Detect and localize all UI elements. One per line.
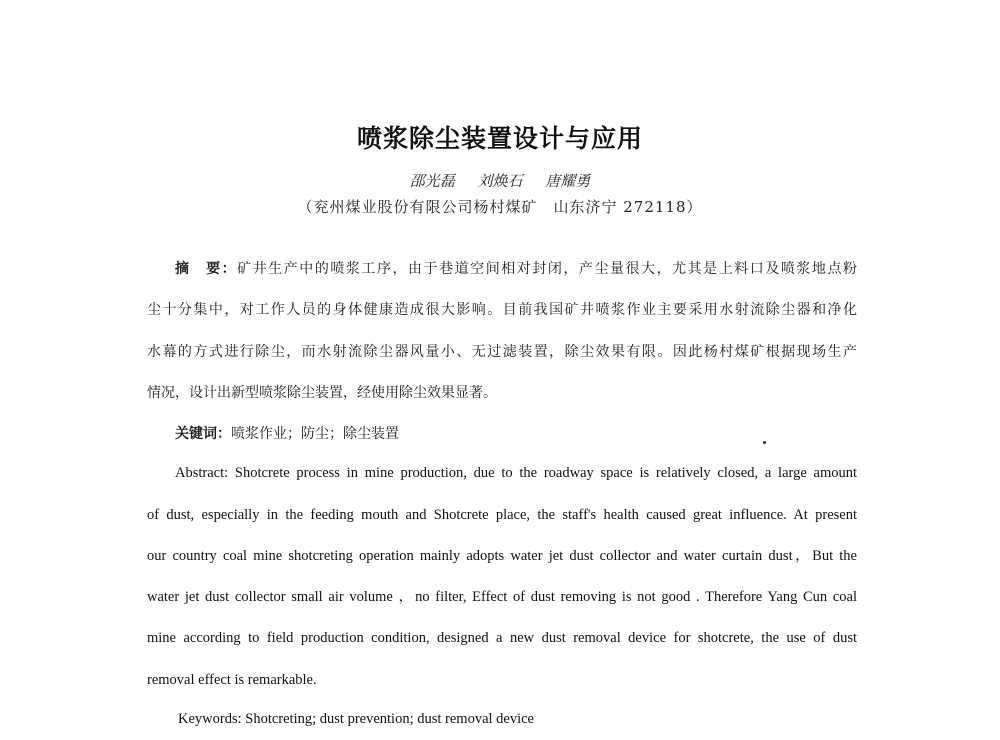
abstract-cn-text-1: 矿井生产中的喷浆工序，由于巷道空间相对封闭，产尘量很大，尤其是上料口及喷浆地点粉 [237, 261, 857, 277]
keywords-cn [175, 424, 885, 444]
abstract-cn-label: 摘 要： [175, 261, 238, 277]
keywords-en [178, 709, 888, 729]
abstract-cn-line-3: 水幕的方式进行除尘，而水射流除尘器风量小、无过滤装置，除尘效果有限。因此杨村煤矿根据现场生产 [147, 344, 857, 360]
paper-authors: 邵光磊 刘焕石 唐耀勇 [409, 172, 591, 190]
paper-title: 喷浆除尘装置设计与应用 [356, 124, 643, 153]
abstract-en-line-4: water jet dust collector small air volume ，no filter, Effect of dust removing is not good . Therefore Yang Cun coal [147, 589, 857, 605]
abstract-en-line-3: our country coal mine shotcreting operation mainly adopts water jet dust collector and water curtain dust，But the [147, 548, 857, 564]
abstract-en-text-1: Shotcrete process in mine production, due to the roadway space is relatively closed, a large amount [234, 465, 858, 481]
paper-affiliation: （兖州煤业股份有限公司杨村煤矿 山东济宁 272118） [297, 198, 703, 216]
abstract-cn-line-4: 情况，设计出新型喷浆除尘装置，经使用除尘效果显著。 [147, 385, 497, 401]
keywords-en-label: Keywords: [178, 711, 242, 727]
keywords-cn-value: 喷浆作业；防尘；除尘装置 [231, 426, 399, 442]
abstract-en-label: Abstract: [175, 465, 229, 481]
keywords-cn-label: 关键词： [175, 426, 231, 442]
scan-speck [763, 441, 766, 444]
abstract-en-line-2: of dust, especially in the feeding mouth and Shotcrete place, the staff's health caused great influence. At present [147, 507, 857, 523]
abstract-en-line-6: removal effect is remarkable. [147, 672, 317, 688]
keywords-en-value: Shotcreting; dust prevention; dust removal device [245, 711, 534, 727]
abstract-en-line-1 [175, 463, 857, 483]
abstract-en-line-5: mine according to field production condition, designed a new dust removal device for shotcrete, the use of dust [147, 630, 857, 646]
abstract-cn-line-1 [175, 259, 857, 279]
abstract-cn-line-2: 尘十分集中，对工作人员的身体健康造成很大影响。目前我国矿井喷浆作业主要采用水射流除尘器和净化 [147, 302, 857, 318]
